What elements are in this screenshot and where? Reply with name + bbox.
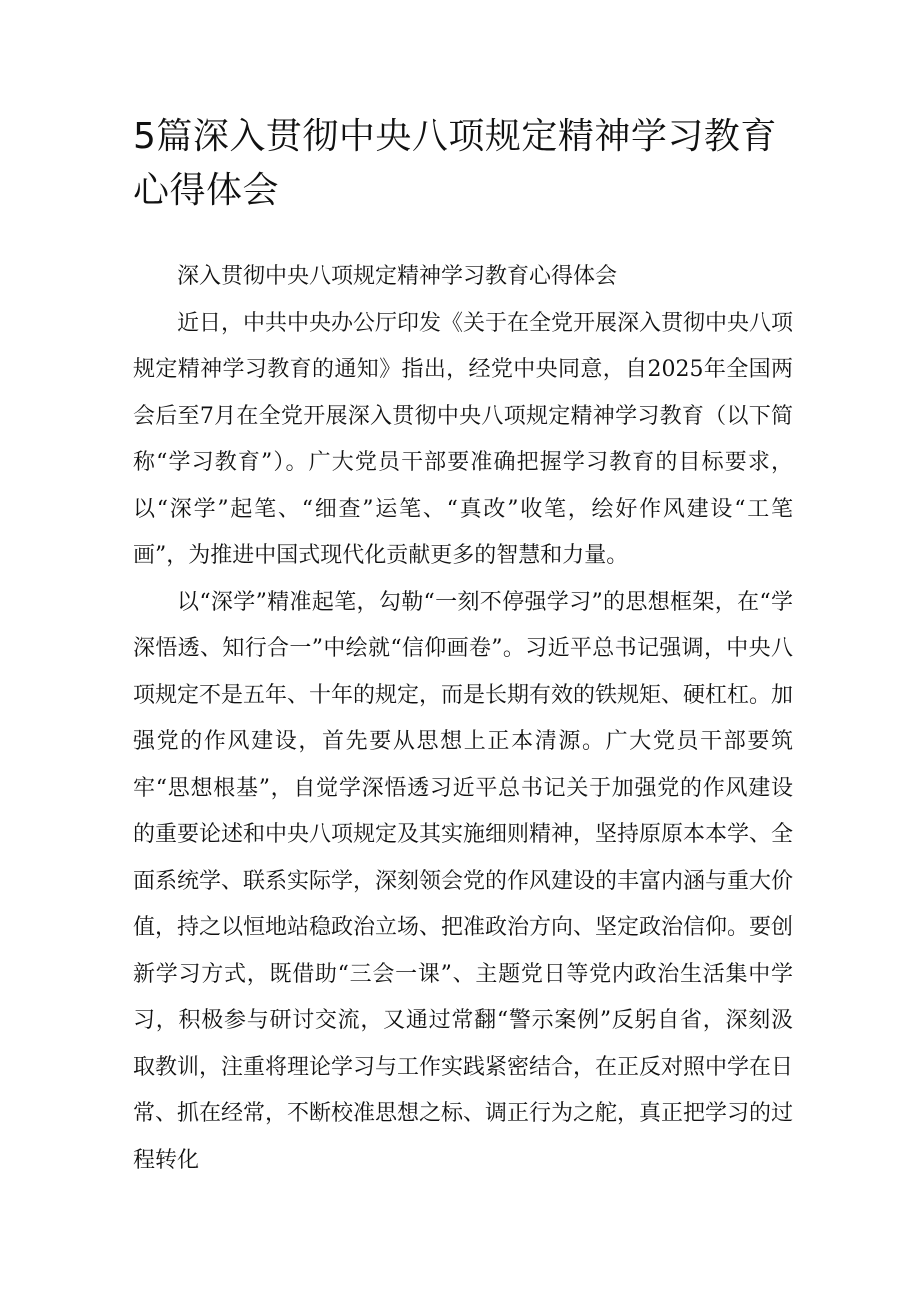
- paragraph-2: 以“深学”精准起笔，勾勒“一刻不停强学习”的思想框架，在“学深悟透、知行合一”中绘就“信仰画卷”。习近平总书记强调，中央八项规定不是五年、十年的规定，而是长期有效的铁规矩、硬杠杠。加强党的作风建设，首先要从思想上正本清源。广大党员干部要筑牢“思想根基”，自觉学深悟透习近平总书记关于加强党的作风建设的重要论述和中央八项规定及其实施细则精神，坚持原原本本学、全面系统学、联系实际学，深刻领会党的作风建设的丰富内涵与重大价值，持之以恒地站稳政治立场、把准政治方向、坚定政治信仰。要创新学习方式，既借助“三会一课”、主题党日等党内政治生活集中学习，积极参与研讨交流，又通过常翻“警示案例”反躬自省，深刻汲取教训，注重将理论学习与工作实践紧密结合，在正反对照中学在日常、抓在经常，不断校准思想之标、调正行为之舵，真正把学习的过程转化: [133, 589, 794, 1173]
- document-title: 5篇深入贯彻中央八项规定精神学习教育心得体会: [133, 116, 777, 211]
- document-subtitle: 深入贯彻中央八项规定精神学习教育心得体会: [177, 264, 618, 289]
- paragraph-1: 近日，中共中央办公厅印发《关于在全党开展深入贯彻中央八项规定精神学习教育的通知》指出，经党中央同意，自2025年全国两会后至7月在全党开展深入贯彻中央八项规定精神学习教育（以下简称“学习教育”）。广大党员干部要准确把握学习教育的目标要求，以“深学”起笔、“细查”运笔、“真改”收笔，绘好作风建设“工笔画”，为推进中国式现代化贡献更多的智慧和力量。: [133, 310, 794, 568]
- document-body: [133, 254, 793, 1184]
